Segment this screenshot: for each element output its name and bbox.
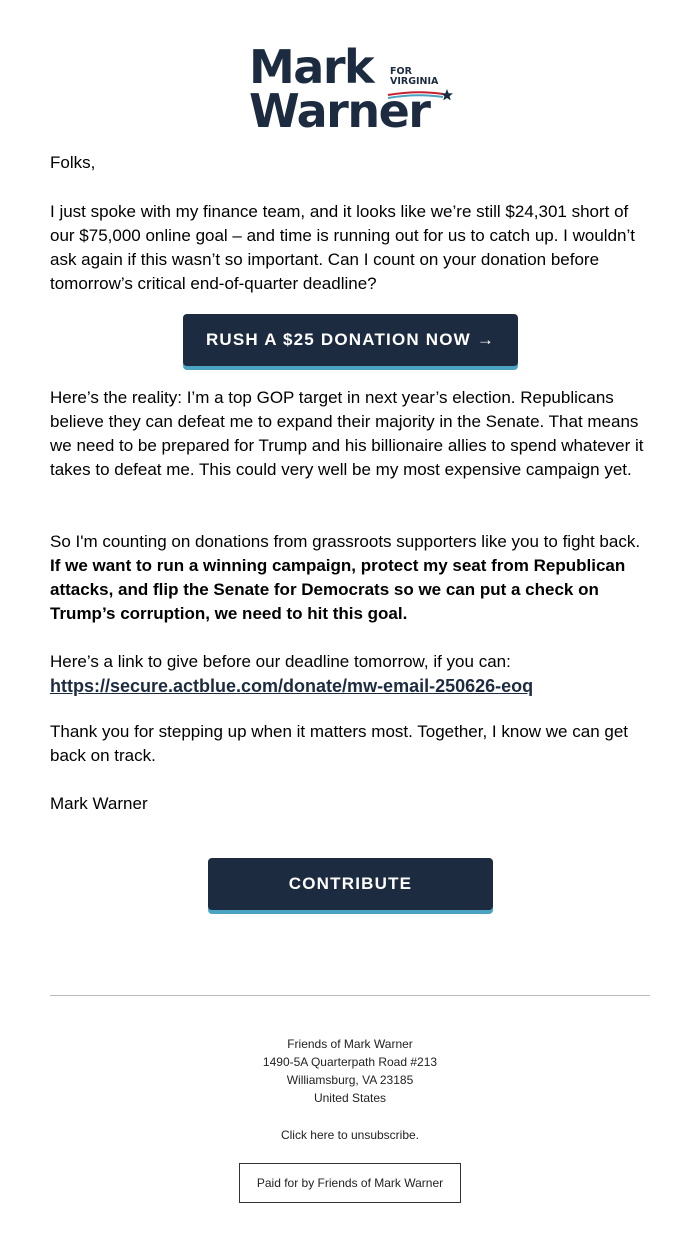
footer-country: United States <box>313 1091 387 1105</box>
rush-donation-button[interactable]: RUSH A $25 DONATION NOW → <box>183 314 518 366</box>
greeting-text: Folks, <box>50 153 96 172</box>
campaign-logo <box>249 40 454 140</box>
intro-paragraph: I just spoke with my finance team, and it looks like we’re still $24,301 short of our $75,000 online goal – and time is running out for us to catch up. I wouldn’t ask again if this wasn’t so important. Can I count on your donation before tomorrow’s critical end-of-quarter deadline? <box>50 202 635 293</box>
grassroots-plain-text: So I'm counting on donations from grassroots supporters like you to fight back. <box>50 532 641 551</box>
donate-link[interactable]: https://secure.actblue.com/donate/mw-email-250626-eoq <box>50 676 534 696</box>
footer-address-line2: Williamsburg, VA 23185 <box>286 1073 414 1087</box>
footer-address-line1: 1490-5A Quarterpath Road #213 <box>262 1055 438 1069</box>
footer-org: Friends of Mark Warner <box>287 1037 413 1051</box>
reality-paragraph: Here’s the reality: I’m a top GOP target in next year’s election. Republicans believe they can defeat me to expand their majority in the Senate. That means we need to be prepared for Trump and his billionaire allies to spend whatever it takes to defeat me. This could very well be my most expensive campaign yet. <box>50 388 644 479</box>
paid-for-disclaimer: Paid for by Friends of Mark Warner <box>239 1163 461 1203</box>
footer-divider <box>50 995 650 996</box>
logo-last-name: Warner <box>249 84 430 138</box>
grassroots-paragraph <box>50 530 650 626</box>
logo-tagline-virginia: VIRGINIA <box>390 76 439 87</box>
donate-link-paragraph <box>50 650 650 699</box>
logo-first-name: Mark <box>249 40 374 94</box>
signoff-name: Mark Warner <box>50 794 148 813</box>
footer-address <box>150 1035 550 1107</box>
grassroots-bold-text: If we want to run a winning campaign, protect my seat from Republican attacks, and flip the Senate for Democrats so we can put a check on Trump’s corruption, we need to hit this goal. <box>50 556 626 623</box>
thanks-paragraph: Thank you for stepping up when it matters most. Together, I know we can get back on track. <box>50 722 628 765</box>
unsubscribe-link[interactable]: Click here to unsubscribe. <box>280 1128 420 1142</box>
contribute-button[interactable]: CONTRIBUTE <box>208 858 493 910</box>
logo-tagline-for: FOR <box>390 66 412 77</box>
donate-link-intro: Here’s a link to give before our deadline tomorrow, if you can: <box>50 652 511 671</box>
